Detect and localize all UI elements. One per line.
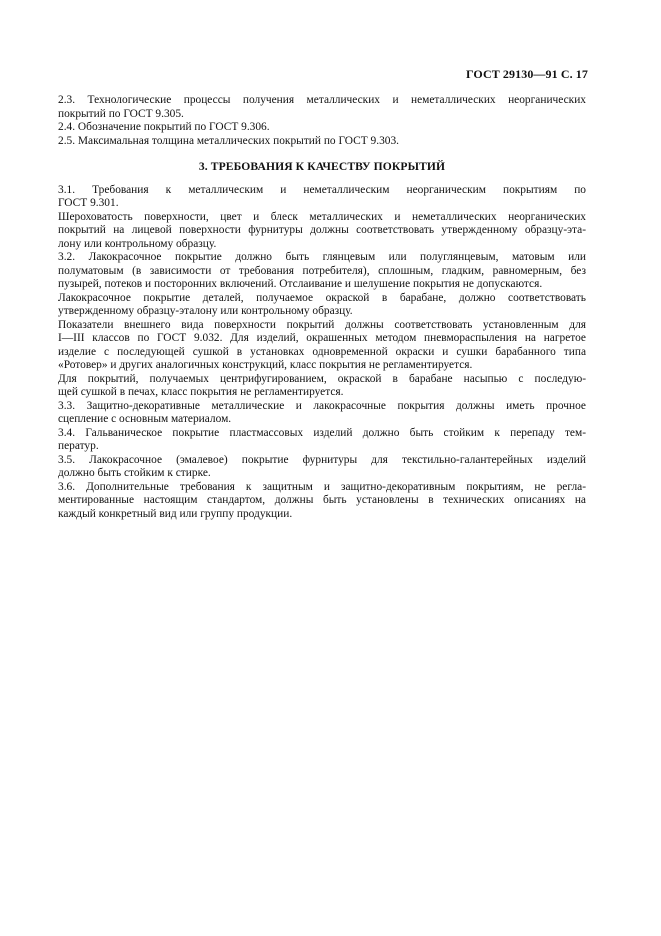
text-line: ментированные настоящим стандартом, должны быть установлены в технических описаниях на [58, 494, 586, 506]
paragraph [58, 373, 586, 400]
document-body [58, 94, 586, 521]
paragraph [58, 211, 586, 252]
paragraph [58, 481, 586, 522]
text-line: «Ротовер» и других аналогичных конструкций, класс покрытия не регламентируется. [58, 359, 473, 371]
text-line: пузырей, потеков и посторонних включений. Отслаивание и шелушение покрытия не допускаются. [58, 278, 543, 290]
text-line: утвержденному образцу-эталону или контрольному образцу. [58, 305, 353, 317]
paragraph [58, 454, 586, 481]
text-line: ГОСТ 9.301. [58, 197, 119, 209]
paragraph [58, 319, 586, 373]
text-line: щей сушкой в печах, класс покрытия не регламентируется. [58, 386, 344, 398]
text-line: I—III классов по ГОСТ 9.032. Для изделий, окрашенных методом пневмораспыления на нагретое [58, 332, 586, 344]
paragraph [58, 427, 586, 454]
running-header: ГОСТ 29130—91 С. 17 [465, 67, 588, 81]
section-title: 3. ТРЕБОВАНИЯ К КАЧЕСТВУ ПОКРЫТИЙ [198, 160, 446, 173]
text-line: 3.3. Защитно-декоративные металлические и лакокрасочные покрытия должны иметь прочное [58, 399, 586, 412]
paragraph [58, 400, 586, 427]
paragraph [58, 251, 586, 292]
paragraph [58, 184, 586, 211]
text-line: 3.5. Лакокрасочное (эмалевое) покрытие фурнитуры для текстильно-галантерейных изделий [58, 453, 586, 466]
paragraph [58, 135, 586, 149]
text-line: сцепление с основным материалом. [58, 413, 232, 425]
text-line: 2.4. Обозначение покрытий по ГОСТ 9.306. [58, 121, 270, 133]
text-line: лону или контрольному образцу. [58, 237, 217, 250]
text-line: Показатели внешнего вида поверхности покрытий должны соответствовать установленным для [58, 318, 586, 331]
text-line: Лакокрасочное покрытие деталей, получаемое окраской в барабане, должно соответствовать [58, 291, 586, 304]
text-line: 2.5. Максимальная толщина металлических покрытий по ГОСТ 9.303. [58, 134, 400, 147]
text-line: покрытий по ГОСТ 9.305. [58, 107, 184, 120]
text-line: полуматовым (в зависимости от требования потребителя), сплошным, гладким, равномерным, без [58, 264, 586, 277]
text-line: 3.4. Гальваническое покрытие пластмассовых изделий должно быть стойким к перепаду тем- [58, 426, 586, 439]
text-line: каждый конкретный вид или группу продукции. [58, 507, 293, 520]
text-line: должно быть стойким к стирке. [58, 467, 211, 479]
text-line: Для покрытий, получаемых центрифугированием, окраской в барабане насыпью с последую- [58, 372, 586, 385]
paragraphs-after-section [58, 184, 586, 522]
text-line: покрытий на лицевой поверхности фурнитуры должны соответствовать утвержденному образцу-эта- [58, 224, 586, 236]
text-line: 3.2. Лакокрасочное покрытие должно быть глянцевым или полуглянцевым, матовым или [58, 251, 586, 263]
text-line: 3.6. Дополнительные требования к защитным и защитно-декоративным покрытиям, не регла- [58, 480, 586, 493]
text-line: Шероховатость поверхности, цвет и блеск металлических и неметаллических неорганических [58, 210, 586, 223]
text-line: 3.1. Требования к металлическим и неметаллическим неорганическим покрытиям по [58, 183, 586, 196]
paragraphs-before-section [58, 94, 586, 148]
paragraph [58, 94, 586, 121]
paragraph [58, 292, 586, 319]
text-line: 2.3. Технологические процессы получения металлических и неметаллических неорганических [58, 94, 586, 106]
text-line: изделие с последующей сушкой в установках одновременной окраски и сушки барабанного типа [58, 345, 586, 358]
text-line: ператур. [58, 440, 99, 452]
paragraph [58, 121, 586, 135]
